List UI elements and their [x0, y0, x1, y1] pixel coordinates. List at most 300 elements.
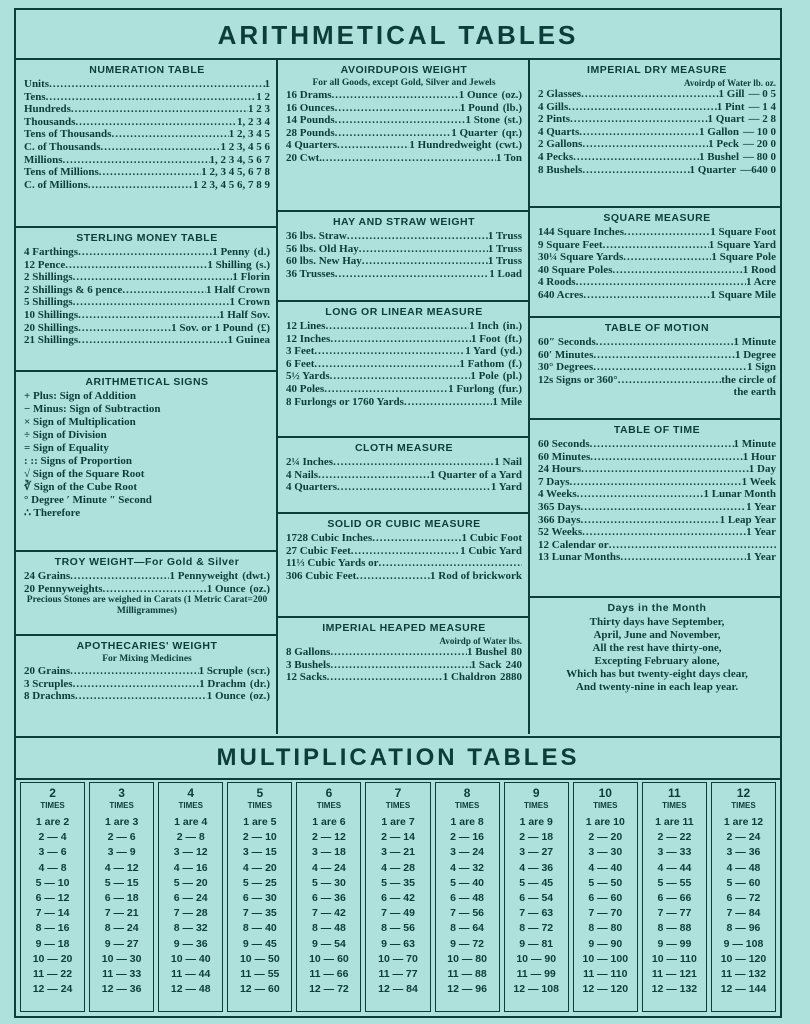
- dot-leader: [73, 678, 200, 691]
- times-label: TIMES: [523, 801, 549, 810]
- dot-leader: [330, 333, 471, 346]
- section-heading: CLOTH MEASURE: [354, 442, 454, 454]
- table-row: [24, 78, 270, 91]
- times-row: 2 — 14: [381, 831, 415, 844]
- dot-leader: [335, 127, 452, 140]
- row-value: 1 2, 3 4 5, 6 7 8: [201, 166, 270, 179]
- section-heading: APOTHECARIES' WEIGHT: [76, 640, 218, 652]
- times-label: TIMES: [247, 801, 273, 810]
- times-row: 3 — 6: [38, 846, 67, 859]
- row-label: 56 lbs. Old Hay: [286, 242, 359, 255]
- row-abbrev: 2880: [500, 671, 522, 684]
- table-row: [538, 264, 776, 277]
- dot-leader: [359, 243, 488, 256]
- row-abbrev: (d.): [253, 246, 270, 258]
- row-value: 1 2, 3 4 5: [228, 128, 270, 141]
- times-row: 9 — 90: [588, 937, 623, 950]
- sterling-money-table: [16, 228, 276, 372]
- table-row: [286, 532, 522, 545]
- table-of-motion: [530, 318, 782, 420]
- dot-leader: [78, 246, 212, 259]
- times-row: 9 — 99: [657, 937, 692, 950]
- table-row: [24, 665, 270, 678]
- times-row: 1 are 3: [105, 816, 139, 828]
- row-value: 1: [264, 78, 270, 90]
- dot-leader: [582, 526, 746, 539]
- table-row: [538, 476, 776, 489]
- dot-leader: [580, 514, 719, 527]
- dot-leader: [330, 646, 467, 659]
- row-value: 1 Bushel: [698, 150, 739, 163]
- sign-row: ° Degree ′ Minute ″ Second: [24, 494, 152, 506]
- table-row: [286, 230, 522, 243]
- row-value: 1 Foot: [470, 332, 501, 345]
- dot-leader: [78, 309, 219, 322]
- arithmetical-signs: [16, 372, 276, 552]
- row-label: 8 Drachms: [24, 690, 76, 703]
- table-row: [538, 336, 776, 349]
- dry-rows: [538, 88, 776, 176]
- row-label: 52 Weeks: [538, 526, 583, 539]
- dot-leader: [623, 251, 711, 264]
- table-row: [24, 583, 270, 596]
- dot-leader: [356, 570, 430, 583]
- row-label: 60″ Seconds: [538, 336, 596, 348]
- row-abbrev: (pl.): [502, 370, 522, 383]
- times-row: 3 — 9: [107, 846, 136, 859]
- row-label: 12 Sacks: [286, 671, 327, 684]
- times-row: 3 — 36: [726, 846, 761, 859]
- table-row: [24, 179, 270, 192]
- times-row: 5 — 10: [35, 876, 70, 889]
- table-row: [538, 514, 776, 527]
- times-row: 8 — 16: [35, 922, 70, 935]
- dot-leader: [318, 469, 430, 482]
- dot-leader: [620, 551, 746, 564]
- dot-leader: [379, 557, 523, 570]
- row-label: Units: [24, 78, 50, 90]
- dot-leader: [65, 259, 207, 272]
- table-row: [24, 690, 270, 703]
- times-number: 5: [256, 786, 264, 800]
- dot-leader: [590, 438, 734, 451]
- times-row: 4 — 48: [726, 861, 761, 874]
- row-value: 1 Year: [746, 526, 776, 539]
- row-label: 5 Shillings: [24, 296, 73, 309]
- heaped-measure: [278, 618, 528, 688]
- table-row: [286, 659, 522, 672]
- table-row: [538, 501, 776, 514]
- times-row: 11 — 77: [378, 968, 418, 981]
- row-abbrev: (oz.): [249, 690, 270, 703]
- table-row: [286, 320, 522, 333]
- row-label: 2¼ Inches: [286, 456, 334, 468]
- table-row: [286, 114, 522, 127]
- row-label: 2 Shillings & 6 pence: [24, 283, 123, 296]
- dot-leader: [577, 488, 704, 501]
- sterling-rows: [24, 246, 270, 347]
- dot-leader: [579, 126, 699, 139]
- table-row: [538, 488, 776, 501]
- times-row: 11 — 132: [721, 968, 766, 981]
- dot-leader: [335, 102, 460, 115]
- column-middle: [278, 60, 530, 734]
- times-table-5: [227, 782, 292, 1012]
- row-label: 4 Nails: [286, 468, 319, 481]
- times-row: 9 — 108: [723, 937, 764, 950]
- table-row: [286, 456, 522, 469]
- table-row: [538, 151, 776, 164]
- table-row: [24, 296, 270, 309]
- row-value: 1 Fathom: [459, 357, 505, 370]
- dot-leader: [337, 139, 409, 152]
- times-row: 9 — 63: [381, 937, 415, 950]
- row-value: 1 Stone: [465, 114, 500, 127]
- times-row: 7 — 21: [104, 907, 139, 920]
- times-row: 3 — 24: [450, 846, 485, 859]
- row-label: 60 lbs. New Hay: [286, 255, 362, 268]
- dot-leader: [581, 463, 749, 476]
- table-row: [286, 89, 522, 102]
- table-row: [286, 370, 522, 383]
- times-row: 11 — 22: [32, 968, 73, 981]
- section-heading: STERLING MONEY TABLE: [76, 232, 218, 244]
- table-frame: [14, 8, 782, 1018]
- row-value: 1 Hundredweight: [409, 139, 492, 152]
- times-row: 3 — 21: [381, 846, 415, 859]
- row-abbrev: (qr.): [501, 126, 522, 139]
- dot-leader: [103, 583, 207, 596]
- heaped-rows: [286, 646, 522, 684]
- times-row: 12 — 144: [720, 983, 767, 996]
- row-label: 13 Lunar Months: [538, 551, 621, 564]
- times-number: 8: [463, 786, 471, 800]
- table-row: [538, 463, 776, 476]
- dot-leader: [332, 89, 459, 102]
- row-value: 1 Florin: [232, 271, 270, 284]
- times-row: 10 — 20: [32, 952, 73, 965]
- table-row: [286, 345, 522, 358]
- row-value: 1 Yard: [465, 345, 497, 358]
- row-label: 4 Pecks: [538, 150, 574, 163]
- row-label: 2 Glasses: [538, 88, 582, 100]
- times-row: 5 — 40: [450, 876, 485, 889]
- table-row: [24, 570, 270, 583]
- row-value: 1 Gallon: [698, 125, 739, 138]
- avoirdupois-rows: [286, 89, 522, 165]
- row-abbrev: (st.): [503, 114, 522, 127]
- table-row: [24, 271, 270, 284]
- times-row: 8 — 24: [104, 922, 139, 935]
- row-abbrev: (f.): [508, 357, 522, 370]
- dot-leader: [362, 255, 488, 268]
- times-row: 4 — 36: [519, 861, 554, 874]
- row-value: 1 Drachm: [199, 677, 246, 690]
- row-value: 1 Hour: [742, 450, 776, 463]
- row-label: 3 Scruples: [24, 677, 73, 690]
- row-abbrev: — 80 0: [743, 150, 776, 163]
- row-value: 1 Year: [746, 500, 776, 513]
- row-value: 1 Pole: [470, 370, 499, 383]
- times-table-7: [365, 782, 430, 1012]
- times-row: 8 — 64: [450, 922, 485, 935]
- times-row: 4 — 28: [381, 861, 415, 874]
- times-table-9: [504, 782, 569, 1012]
- times-row: 6 — 18: [104, 892, 139, 905]
- times-row: 7 — 77: [657, 907, 692, 920]
- times-row: 11 — 99: [516, 968, 556, 981]
- row-abbrev: (yd.): [500, 345, 522, 358]
- poem-line: April, June and November,: [593, 629, 721, 641]
- row-label: Thousands: [24, 115, 76, 128]
- dot-leader: [99, 166, 201, 179]
- row-label: 5½ Yards: [286, 370, 330, 383]
- section-heading: HAY AND STRAW WEIGHT: [332, 216, 476, 228]
- dot-leader: [335, 268, 489, 281]
- dot-leader: [88, 179, 193, 192]
- times-row: 12 — 96: [447, 983, 487, 996]
- row-abbrev: — 20 0: [743, 138, 776, 151]
- row-value: 1 Yard: [490, 481, 522, 494]
- dry-measure: [530, 60, 782, 208]
- times-row: 7 — 56: [450, 907, 485, 920]
- poem-lines: [538, 616, 776, 694]
- dot-leader: [570, 113, 707, 126]
- signs-rows: [24, 390, 270, 520]
- table-of-time: [530, 420, 782, 598]
- row-label: Hundreds: [24, 103, 71, 116]
- row-label: 16 Drams: [286, 89, 332, 101]
- table-row: [286, 646, 522, 659]
- row-label: 4 Gills: [538, 100, 569, 113]
- table-row: [538, 438, 776, 451]
- table-row: [286, 102, 522, 115]
- column-right: [530, 60, 782, 734]
- row-value: 1 Year: [746, 551, 776, 564]
- row-label: 365 Days: [538, 500, 581, 513]
- table-row: [286, 139, 522, 152]
- times-row: 11 — 88: [447, 968, 487, 981]
- times-label: TIMES: [316, 801, 342, 810]
- times-table-2: [20, 782, 85, 1012]
- row-label: Tens of Millions: [24, 166, 99, 179]
- times-row: 6 — 66: [657, 892, 692, 905]
- row-label: 12s Signs or 360°: [538, 373, 618, 386]
- table-row: [538, 361, 776, 374]
- row-label: 11⅓ Cubic Yards or: [286, 557, 379, 570]
- times-number: 10: [598, 786, 612, 800]
- row-value: 1 2: [256, 90, 270, 103]
- table-row: [286, 671, 522, 684]
- row-value: 1 Week: [741, 475, 776, 488]
- sign-row: ÷ Sign of Division: [24, 429, 107, 441]
- row-value: 1 Pint: [716, 100, 745, 113]
- times-row: 5 — 25: [242, 876, 277, 889]
- times-row: 7 — 14: [35, 907, 70, 920]
- dot-leader: [75, 690, 207, 703]
- row-label: Tens: [24, 90, 46, 103]
- row-value: 1 Quarter: [451, 126, 498, 139]
- table-row: [538, 251, 776, 264]
- dot-leader: [404, 396, 492, 409]
- row-abbrev: (dwt.): [242, 570, 270, 582]
- dot-leader: [75, 116, 237, 129]
- times-row: 6 — 30: [242, 892, 277, 905]
- sign-row: √ Sign of the Square Root: [24, 468, 145, 480]
- row-value: 1 Lunar Month: [703, 488, 776, 501]
- times-row: 2 — 24: [726, 831, 761, 844]
- poem-line: Which has but twenty-eight days clear,: [566, 668, 748, 680]
- times-row: 2 — 8: [176, 831, 205, 844]
- times-row: 8 — 40: [242, 922, 277, 935]
- row-value: 1 Sack: [470, 658, 502, 671]
- row-value: 1 Truss: [487, 230, 522, 242]
- row-abbrev: (£): [257, 321, 270, 334]
- dot-leader: [70, 570, 169, 583]
- dot-leader: [596, 336, 734, 349]
- cloth-rows: [286, 456, 522, 494]
- times-table-10: [573, 782, 638, 1012]
- row-label: Tens of Thousands: [24, 128, 112, 141]
- dot-leader: [70, 665, 198, 678]
- row-value: 1 Scruple: [198, 665, 243, 677]
- troy-note: Precious Stones are weighed in Carats (1 Metric Carat=200 Milligrammes): [26, 595, 268, 617]
- row-abbrev: (oz.): [249, 582, 270, 595]
- row-value: 1 Sov. or 1 Pound: [171, 321, 254, 334]
- sign-row: = Sign of Equality: [24, 442, 109, 454]
- square-rows: [538, 226, 776, 302]
- times-label: TIMES: [109, 801, 134, 810]
- times-row: 3 — 27: [519, 846, 554, 859]
- table-row: [24, 116, 270, 129]
- dot-leader: [71, 103, 248, 116]
- row-value: 1 Ounce: [206, 690, 246, 703]
- times-row: 9 — 27: [104, 937, 139, 950]
- times-row: 11 — 44: [171, 968, 211, 981]
- linear-rows: [286, 320, 522, 408]
- row-value: 1 Square Mile: [710, 288, 776, 301]
- times-row: 10 — 120: [720, 952, 767, 965]
- poem-line: Thirty days have September,: [589, 616, 725, 628]
- dot-leader: [46, 91, 257, 104]
- times-row: 10 — 60: [309, 952, 349, 965]
- row-value: 1 Minute: [733, 438, 776, 450]
- table-row: [538, 126, 776, 139]
- times-row: 11 — 33: [102, 968, 142, 981]
- row-value: 1 Ton: [496, 151, 522, 164]
- dot-leader: [314, 345, 465, 358]
- times-number: 12: [736, 786, 751, 800]
- row-label: 12 Pence: [24, 258, 66, 271]
- dot-leader: [576, 276, 746, 289]
- times-row: 2 — 6: [107, 831, 136, 844]
- row-label: 20 Shillings: [24, 321, 79, 334]
- times-row: 1 are 11: [655, 816, 694, 828]
- dot-leader: [582, 138, 708, 151]
- times-row: 3 — 30: [588, 846, 623, 859]
- times-row: 1 are 4: [174, 816, 208, 828]
- row-label: 8 Gallons: [286, 646, 331, 658]
- times-row: 1 are 9: [519, 816, 553, 828]
- times-table-3: [89, 782, 154, 1012]
- row-label: 2 Shillings: [24, 271, 73, 284]
- dot-leader: [314, 358, 459, 371]
- row-label: 1728 Cubic Inches: [286, 532, 373, 544]
- row-value: 1 Sign: [746, 361, 776, 374]
- row-value: 1 2 3, 4 5 6: [220, 140, 270, 153]
- table-row: [538, 374, 776, 387]
- row-value: 1, 2 3 4, 5 6 7: [209, 153, 270, 166]
- row-value: 1 Guinea: [227, 334, 270, 347]
- times-row: 1 are 6: [312, 816, 346, 828]
- times-row: 7 — 84: [726, 907, 761, 920]
- times-number: 6: [325, 786, 333, 800]
- section-heading: LONG OR LINEAR MEASURE: [325, 306, 483, 318]
- times-label: TIMES: [178, 801, 203, 810]
- times-row: 5 — 50: [588, 876, 623, 889]
- times-row: 11 — 66: [309, 968, 349, 981]
- dot-leader: [569, 476, 741, 489]
- row-label: 8 Bushels: [538, 163, 583, 176]
- row-value: 1 Penny: [212, 246, 250, 258]
- cloth-measure: [278, 438, 528, 514]
- square-measure: [530, 208, 782, 318]
- motion-tail: the earth: [733, 386, 776, 399]
- row-value: 1 Pennyweight: [169, 570, 239, 582]
- table-row: [286, 243, 522, 256]
- row-value: 1 2 3, 4 5 6, 7 8 9: [193, 178, 270, 191]
- times-row: 9 — 54: [311, 937, 346, 950]
- dot-leader: [327, 671, 443, 684]
- row-value: 1 Day: [748, 463, 776, 476]
- row-label: 10 Shillings: [24, 308, 79, 321]
- dot-leader: [624, 226, 710, 239]
- dot-leader: [335, 114, 466, 127]
- times-table-8: [435, 782, 500, 1012]
- times-table-4: [158, 782, 223, 1012]
- row-value: 1 Minute: [733, 336, 776, 348]
- apothecaries-rows: [24, 665, 270, 703]
- section-heading: SOLID OR CUBIC MEASURE: [327, 518, 481, 530]
- times-row: 12 — 84: [378, 983, 418, 996]
- section-heading: SQUARE MEASURE: [603, 212, 711, 224]
- dot-leader: [73, 296, 230, 309]
- row-value: 1 Chaldron: [442, 671, 496, 684]
- row-abbrev: — 10 0: [743, 125, 776, 138]
- row-abbrev: (cwt.): [495, 139, 522, 152]
- times-row: 2 — 10: [242, 831, 277, 844]
- section-heading: TROY WEIGHT—For Gold & Silver: [54, 556, 240, 568]
- dot-leader: [73, 271, 233, 284]
- table-row: [24, 141, 270, 154]
- times-row: 4 — 8: [38, 861, 67, 874]
- dot-leader: [568, 101, 716, 114]
- times-row: 12 — 120: [582, 983, 629, 996]
- dot-leader: [573, 151, 699, 164]
- row-label: 2 Pints: [538, 113, 571, 126]
- row-label: 24 Hours: [538, 463, 582, 476]
- row-label: 16 Ounces: [286, 101, 335, 114]
- times-row: 12 — 48: [170, 983, 211, 996]
- row-value: 1 Quarter of a Yard: [429, 468, 522, 481]
- dot-leader: [330, 370, 471, 383]
- row-label: 4 Quarts: [538, 125, 580, 138]
- dot-leader: [593, 361, 747, 374]
- times-label: TIMES: [454, 801, 480, 810]
- row-value: 1 Quarter: [689, 163, 737, 176]
- times-row: 6 — 48: [450, 892, 485, 905]
- section-heading: TABLE OF TIME: [613, 424, 701, 436]
